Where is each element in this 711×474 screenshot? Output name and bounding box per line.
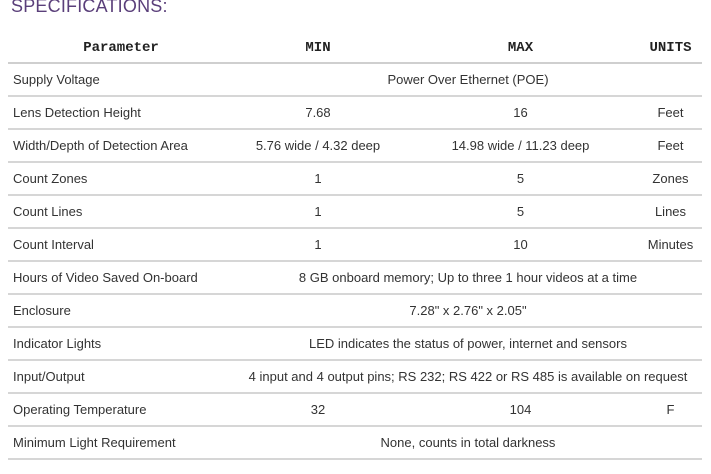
- row-max: 5: [402, 195, 639, 228]
- row-value: 8 GB onboard memory; Up to three 1 hour videos at a time: [234, 261, 702, 294]
- row-max: 10: [402, 228, 639, 261]
- row-min: 1: [234, 195, 402, 228]
- row-label: Input/Output: [8, 360, 234, 393]
- row-value: Power Over Ethernet (POE): [234, 63, 702, 96]
- row-units: Lines: [639, 195, 702, 228]
- row-min: 5.76 wide / 4.32 deep: [234, 129, 402, 162]
- row-max: 16: [402, 96, 639, 129]
- row-label: Count Zones: [8, 162, 234, 195]
- row-label: Width/Depth of Detection Area: [8, 129, 234, 162]
- row-units: Feet: [639, 96, 702, 129]
- page-title: SPECIFICATIONS:: [11, 0, 168, 16]
- table-row: [8, 96, 702, 129]
- row-max: 104: [402, 393, 639, 426]
- table-row: [8, 393, 702, 426]
- table-row: [8, 360, 702, 393]
- row-max: 14.98 wide / 11.23 deep: [402, 129, 639, 162]
- row-label: Count Interval: [8, 228, 234, 261]
- row-value: 4 input and 4 output pins; RS 232; RS 422 or RS 485 is available on request: [234, 360, 702, 393]
- header-min: MIN: [234, 33, 402, 63]
- row-label: Hours of Video Saved On-board: [8, 261, 234, 294]
- row-max: 5: [402, 162, 639, 195]
- header-units: UNITS: [639, 33, 702, 63]
- row-min: 32: [234, 393, 402, 426]
- row-units: Zones: [639, 162, 702, 195]
- row-label: Lens Detection Height: [8, 96, 234, 129]
- table-row: [8, 294, 702, 327]
- row-label: Supply Voltage: [8, 63, 234, 96]
- table-row: [8, 129, 702, 162]
- header-parameter: Parameter: [8, 33, 234, 63]
- row-label: Indicator Lights: [8, 327, 234, 360]
- row-value: 7.28" x 2.76" x 2.05": [234, 294, 702, 327]
- table-row: [8, 261, 702, 294]
- row-label: Enclosure: [8, 294, 234, 327]
- header-max: MAX: [402, 33, 639, 63]
- row-value: LED indicates the status of power, internet and sensors: [234, 327, 702, 360]
- row-min: 1: [234, 162, 402, 195]
- row-min: 1: [234, 228, 402, 261]
- table-row: [8, 228, 702, 261]
- table-row: [8, 63, 702, 96]
- specifications-table: [8, 33, 702, 460]
- row-units: Minutes: [639, 228, 702, 261]
- table-row: [8, 426, 702, 459]
- row-label: Count Lines: [8, 195, 234, 228]
- table-row: [8, 195, 702, 228]
- row-label: Minimum Light Requirement: [8, 426, 234, 459]
- table-row: [8, 327, 702, 360]
- row-min: 7.68: [234, 96, 402, 129]
- table-header-row: [8, 33, 702, 63]
- table-row: [8, 162, 702, 195]
- row-value: None, counts in total darkness: [234, 426, 702, 459]
- row-units: Feet: [639, 129, 702, 162]
- row-label: Operating Temperature: [8, 393, 234, 426]
- row-units: F: [639, 393, 702, 426]
